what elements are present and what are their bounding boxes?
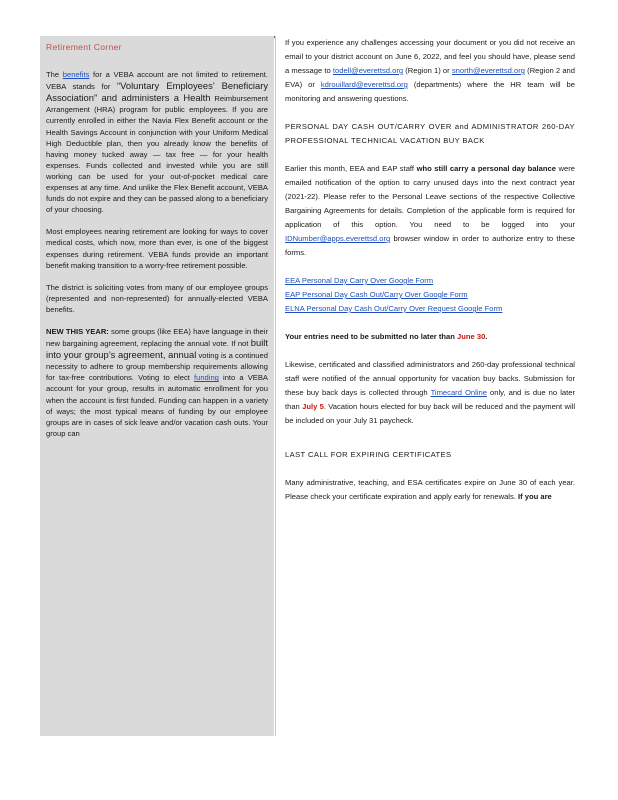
column-divider (275, 36, 276, 736)
text: were emailed notification of the option to carry unused days into the next contract year (2021-22). Please refer to the Personal Leave sections of the respective Collective Bargaining Agreements for details. Completion of the applicable form is required for application of this option. You need to be logged into your (285, 164, 575, 229)
bold-text: who still carry a personal day balance (416, 164, 556, 173)
benefits-link[interactable]: benefits (62, 70, 90, 80)
deadline-text: Your entries need to be submitted no later than (285, 332, 458, 341)
text: Reimbursement Arrangement (HRA) program for public employees. If you are currently enrolled in either the Navia Flex Benefit account or the Health Savings Account in conjunction with your Uniform Medical High Deductible plan, then you already know the benefits of having money tucked away — tax free — for your health expenses. Funds collected and invested while you are still working can be used for your out-of-pocket medical care expenses at any time. And unlike the Flex Benefit account, VEBA funds do not expire and they can be passed along to a beneficiary of your choosing. (46, 94, 268, 215)
veba-definition: “Voluntary Employees’ Beneficiary Association” and administers a Health (46, 80, 269, 104)
eap-form-link[interactable]: EAP Personal Day Cash Out/Carry Over Google Form (285, 290, 468, 299)
deadline-date: June 30 (457, 332, 486, 341)
text: (Region 2 and EVA) or (285, 66, 575, 89)
email-link-region2[interactable]: snorth@everettsd.org (451, 66, 525, 75)
text: browser window in order to authorize entry to these forms. (285, 234, 575, 257)
text: Earlier this month, EEA and EAP staff (285, 164, 417, 173)
text: voting is a continued necessity to adhere to group membership requirements allowing for tax-free contributions. Voting to elect (46, 351, 268, 383)
right-column (285, 36, 575, 518)
paragraph-deadline (285, 330, 575, 344)
annual-voting-text: built into your group’s agreement, annual (46, 337, 268, 361)
paragraph-votes: The district is soliciting votes from many of our employee groups (represented and non-represented) for annually-elected VEBA benefits. (46, 282, 268, 314)
text: . Vacation hours elected for buy back will be reduced and the payment will be included on your July 31 paycheck. (285, 402, 576, 425)
text: into a VEBA account for your group, results in automatic enrollment for you when the account is first funded. Funding can happen in a variety of ways; the most typical means of funding by our employee groups are in cases of sick leave and/or vacation cash outs. Your group can (46, 373, 268, 438)
email-link-region1[interactable]: todell@everettsd.org (332, 66, 404, 75)
paragraph-vacation-buyback (285, 358, 575, 428)
text: Many administrative, teaching, and ESA certificates expire on June 30 of each year. Please check your certificate expiration and apply early for renewals. (285, 478, 575, 501)
paragraph-contact (285, 36, 575, 106)
text: Likewise, certificated and classified administrators and 260-day professional technical staff were notified of the annual opportunity for vacation buy backs. Submission for these buy back days is collected through (285, 360, 575, 397)
apps-login-link[interactable]: IDNumber@apps.everettsd.org (285, 234, 391, 243)
funding-link[interactable]: funding (193, 373, 219, 383)
heading-personal-day: PERSONAL DAY CASH OUT/CARRY OVER and ADMINISTRATOR 260-DAY PROFESSIONAL TECHNICAL VACATION BUY BACK (285, 122, 575, 145)
retirement-corner-panel (40, 36, 274, 736)
text: only, and is due no later than (285, 388, 575, 411)
new-this-year-label: NEW THIS YEAR: (46, 326, 109, 336)
text: for a VEBA account are not limited to retirement. VEBA stands for (46, 70, 268, 92)
eea-form-link[interactable]: EEA Personal Day Carry Over Google Form (285, 276, 434, 285)
bold-text: If you are (518, 492, 552, 501)
paragraph-veba-intro (46, 69, 268, 215)
text: The (46, 70, 63, 80)
text: . (485, 332, 488, 341)
paragraph-personal-day (285, 162, 575, 260)
section-title: Retirement Corner (46, 42, 122, 52)
heading-expiring-certificates: LAST CALL FOR EXPIRING CERTIFICATES (285, 450, 452, 459)
timecard-online-link[interactable]: Timecard Online (430, 388, 487, 397)
paragraph-certificates (285, 476, 575, 504)
text: (Region 1) or (403, 66, 452, 75)
form-links (285, 274, 575, 316)
elna-form-link[interactable]: ELNA Personal Day Cash Out/Carry Over Request Google Form (285, 304, 503, 313)
buyback-deadline-date: July 5 (302, 402, 324, 411)
text: If you experience any challenges accessing your document or you did not receive an email to your district account on June 6, 2022, and feel you should have, please send a message to (285, 38, 575, 75)
paragraph-new-this-year (46, 326, 268, 439)
text: (departments) where the HR team will be monitoring and answering questions. (285, 80, 575, 103)
email-link-departments[interactable]: kdrouillard@everettsd.org (320, 80, 408, 89)
text: some groups (like EEA) have language in their new bargaining agreement, replacing the annual vote. If not (46, 326, 268, 349)
paragraph-retirement-costs: Most employees nearing retirement are looking for ways to cover medical costs, which now, more than ever, is one of the biggest expenses during retirement. VEBA funds provide an important benefit making transition to a worry-free retirement possible. (46, 227, 268, 270)
